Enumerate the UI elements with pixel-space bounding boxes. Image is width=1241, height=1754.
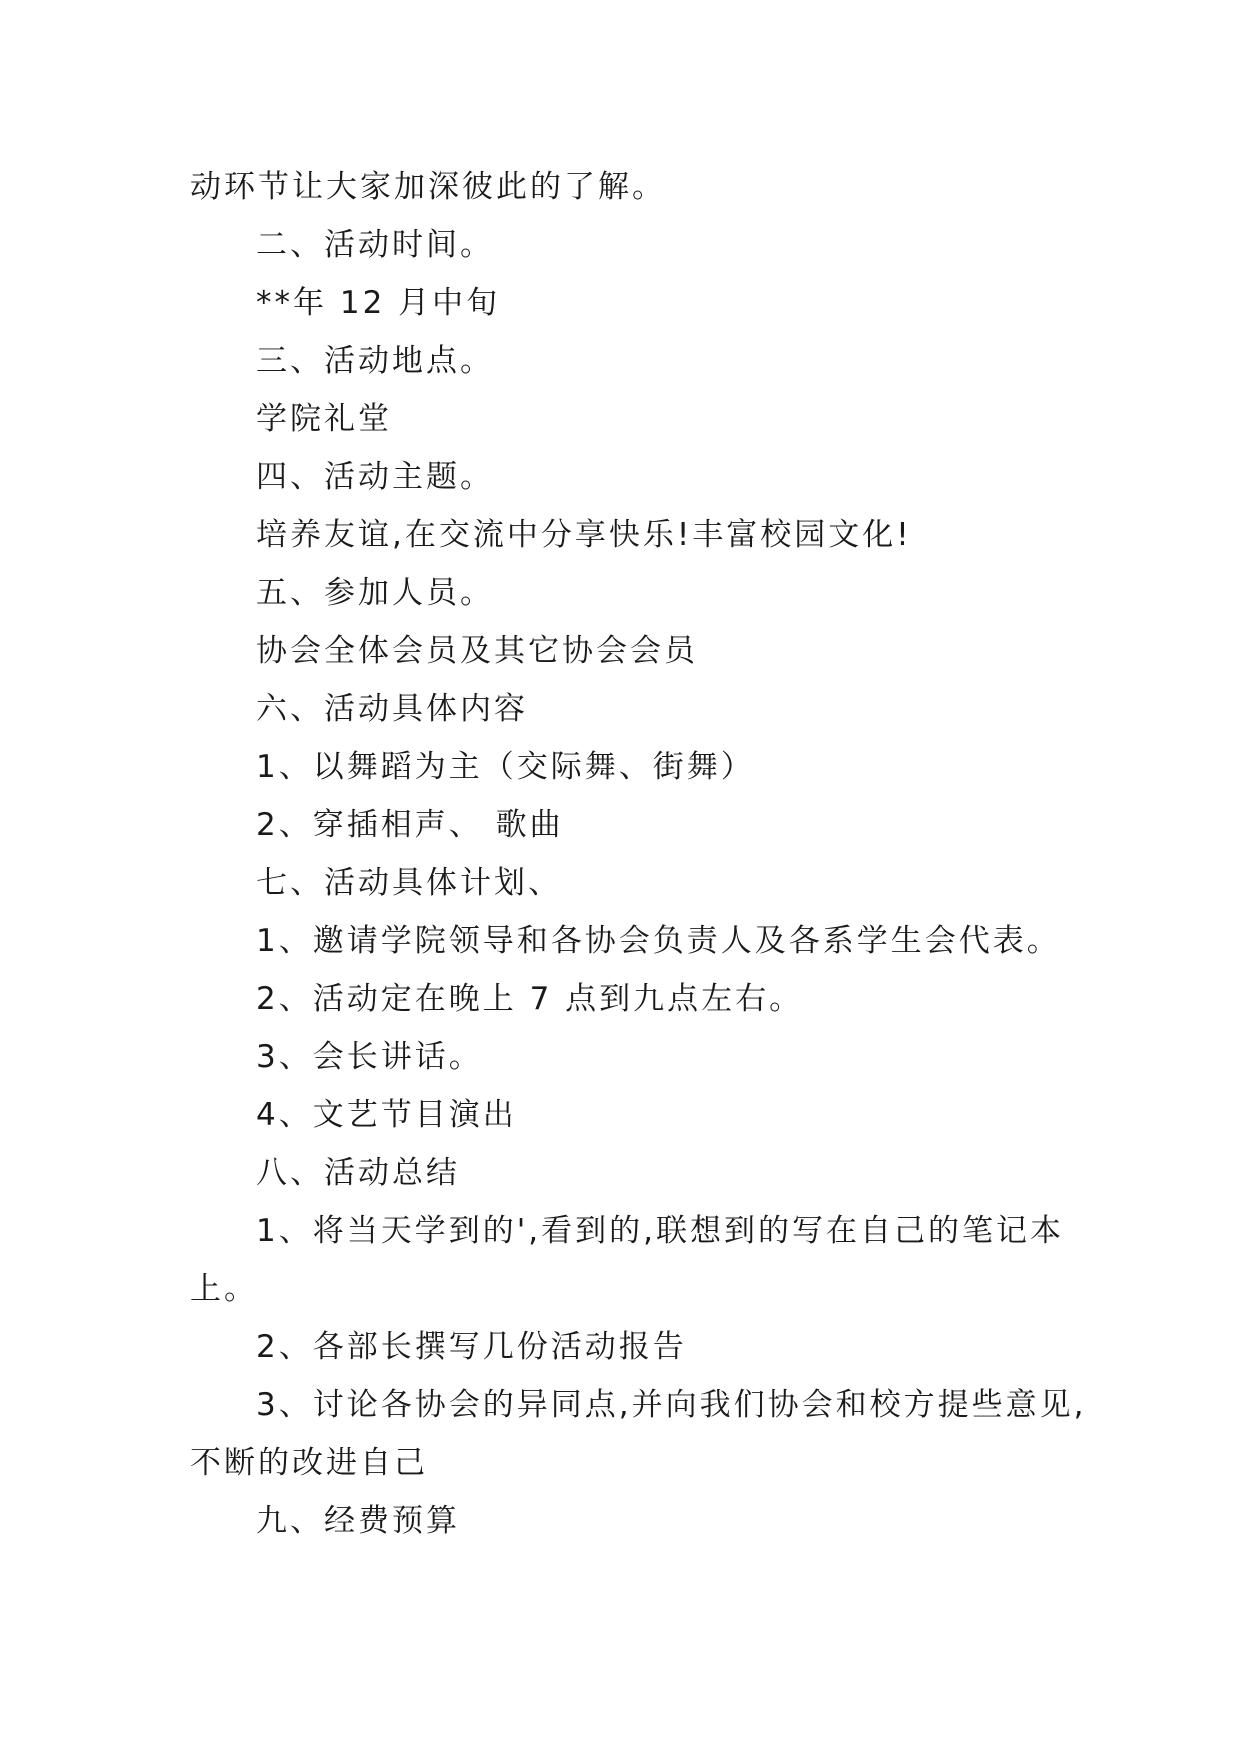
text-line: 四、活动主题。 (256, 459, 494, 495)
text-line: 2、各部长撰写几份活动报告 (256, 1329, 687, 1365)
text-line: 六、活动具体内容 (256, 691, 528, 727)
text-line: **年 12 月中旬 (256, 285, 501, 321)
text-line: 3、会长讲话。 (256, 1039, 483, 1075)
text-line: 1、以舞蹈为主（交际舞、街舞） (256, 749, 755, 785)
text-line: 1、将当天学到的',看到的,联想到的写在自己的笔记本 (256, 1213, 1064, 1249)
text-line: 动环节让大家加深彼此的了解。 (190, 169, 666, 205)
text-line: 不断的改进自己 (190, 1445, 428, 1481)
text-line: 三、活动地点。 (256, 343, 494, 379)
text-line: 八、活动总结 (256, 1155, 460, 1191)
text-line: 4、文艺节目演出 (256, 1097, 517, 1133)
text-line: 协会全体会员及其它协会会员 (256, 633, 698, 669)
text-line: 上。 (190, 1271, 258, 1307)
document-body (190, 158, 1087, 1550)
text-line: 1、邀请学院领导和各协会负责人及各系学生会代表。 (256, 923, 1061, 959)
text-line: 3、讨论各协会的异同点,并向我们协会和校方提些意见, (256, 1387, 1087, 1423)
text-line: 九、经费预算 (256, 1503, 460, 1539)
text-line: 七、活动具体计划、 (256, 865, 562, 901)
text-line: 2、活动定在晚上 7 点到九点左右。 (256, 981, 804, 1017)
text-line: 培养友谊,在交流中分享快乐!丰富校园文化! (256, 517, 912, 553)
text-line: 2、穿插相声、 歌曲 (256, 807, 564, 843)
text-line: 学院礼堂 (256, 401, 392, 437)
text-line: 二、活动时间。 (256, 227, 494, 263)
text-line: 五、参加人员。 (256, 575, 494, 611)
